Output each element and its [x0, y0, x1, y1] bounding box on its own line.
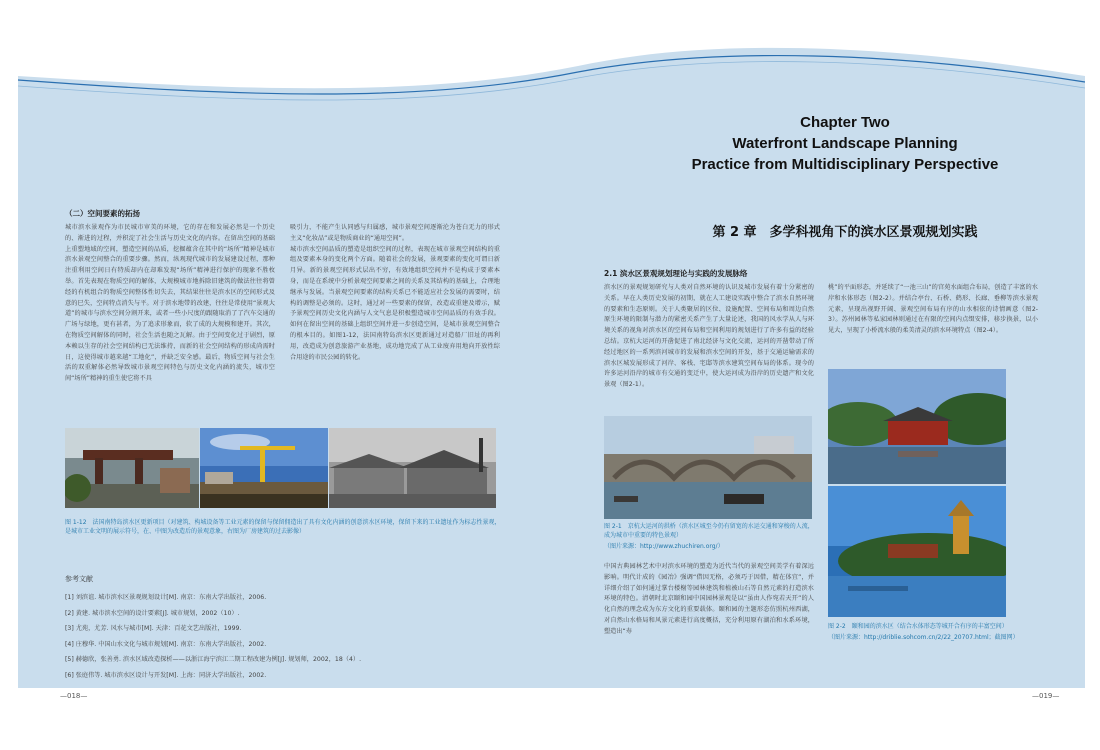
photo-yellow-crane-at-dusk	[200, 428, 328, 508]
photo-industrial-crane-structure	[65, 428, 199, 508]
chapter-title-english	[610, 112, 1080, 175]
reference-item: [3] 尤苑，尤芳. 风水与城市[M]. 天津：百花文艺出版社，1999.	[65, 625, 242, 633]
figure-caption-1-12: 图 1-12 法国南特岛滨水区更新项目（对建筑、构城设备等工业元素的保留与保留佣造出了具有文化内涵的创意滨水区环境，保留下来的工业遗址作为标志性景观，是城市工业文明的展示符号，在、中图为改造后的景观意象，右图为厂房建筑的过去影像）	[65, 519, 501, 535]
page-number-left: —018—	[60, 692, 88, 700]
reference-item: [5] 赫德欣，张善勇. 滨水区域改造探析——以浙江海宁滨江二期工程改建为例[J]. 规划师，2002，18（4）.	[65, 656, 362, 664]
photo-grand-canal-arch-bridge	[604, 416, 812, 519]
body-text-column-3: 滨水区的景观规划研究与人类对自然环境的认识及城市发展有着十分紧密的关系。早在人类历史发展的初期，就在人工建设实践中整合了滨水自然环境的要素和生态原则。关于人类聚居的区位、设施配置、空间布局和周边自然原生环境的限制与潜力的紧密关系产生了大量论述，我国的风水学从人与环境关系的视角对滨水区的空间布局和空间利用的规划进行了许多有益的经验总结。京杭大运河的开凿促进了南北经济与文化交流，运河的开凿带动了所经过地区的一系列滨河城市的发展和滨水空间的开发，基于交通运输需求的滨水区城发展形成了河岸、客栈、宅邸等滨水建筑空间布局的体系。现今的许多运河沿岸的城市有交通的变迁中，使大运河成为沿岸的历史遗产和文化景观（图2-1）。	[604, 284, 814, 389]
chapter-title-line: Waterfront Landscape Planning	[732, 135, 958, 152]
figure-source-2-1: （图片来源：http://www.zhuchiren.org/）	[604, 543, 724, 550]
references-title: 参考文献	[65, 575, 93, 583]
chapter-title-chinese: 第 2 章 多学科视角下的滨水区景观规划实践	[712, 225, 978, 240]
figure-caption-2-2: 图 2-2 颐和园的滨水区（结合水体形态等城开合有序的丰富空间）	[828, 623, 1008, 630]
reference-item: [4] 庄穆华. 中国山水文化与城市规划[M]. 南京：东南大学出版社，2002.	[65, 640, 267, 648]
section-heading-spatial-elements: （二）空间要素的拓扬	[65, 209, 140, 218]
photo-summer-palace-lake-view	[828, 486, 1006, 617]
reference-item: [1] 刘滨谊. 城市滨水区景观规划设计[M]. 南京：东南大学出版社，2006.	[65, 594, 267, 601]
photo-historic-factory-bw	[329, 428, 496, 508]
chapter-title-line: Practice from Multidisciplinary Perspective	[691, 156, 999, 173]
reference-item: [6] 张庭伟等. 城市滨水区设计与开发[M]. 上海：同济大学出版社，2002.	[65, 671, 267, 679]
body-text-column-4: 桃”的平面形态，并延续了“一池三山”的宫苑水面组合布局，创造了丰富的水岸和水体形态（图2-2）。并结合亭台、石桥、鹤形、长廊、垂柳等滨水景观元素，呈现出视野开阔、景观空间布局有序的山水相依的诗情画意（图2-3）。苏州园林等私家园林则通过在有限的空间内点缀安排，移步换景，以小见大，呈现了小桥流水般的柔美清灵的滨水环境特点（图2-4）。	[828, 284, 1038, 335]
chapter-title-line: Chapter Two	[800, 114, 890, 131]
figure-source-2-2: （图片来源：http://driblie.sohcom.cn/2/22_20707.html；截图网）	[828, 634, 1019, 641]
body-text-column-2: 吸引力，不能产生认同感与归属感，城市景观空间逐渐沦为苍白无力的形式主义“化妆品”或是物质商业的“通用空间”。 城市滨水空间品质的塑造是组织空间的过程，表现在城市景观空间结构的重组及要素本身的变化两个方面。随着社会的发展，景观要素的变化可谓日新月异。新的景观空间形式层出不穷，有效地组织空间并不是构成于要素本身，而是在系统中分析景观空间要素之间的关系及其结构的基础上，合理地继承与发展。当景观空间要素的结构关系已不能适应社会发展的需要时，结构的调整是必须的。这时，通过对一些要素的保留，改造或重建及增示，赋予景观空间历史文化内涵与人文气息是积极塑造城市空间品质的有效手段。如何在留出空间的基础上组织空间并进一步创造空间，是城市景观空间整合的根本目的。如图1-12，法国南特岛滨水区更新通过对造船厂旧址的再利用，改造成为创意旅游产业基地，成功地完成了从工业废弃用地向开放性综合用途的市民公园的转化。	[290, 224, 500, 361]
page-number-right: —019—	[1032, 692, 1060, 700]
photo-summer-palace-pavilions	[828, 369, 1006, 484]
references-list	[65, 590, 361, 684]
section-heading-2-1: 2.1 滨水区景观规划理论与实践的发展脉络	[604, 269, 748, 278]
body-text-column-3b: 中国古典园林艺术中对滨水环境的塑造为近代当代的景观空间美学有着深远影响。明代计成的《园冶》强调“借因无格，必须巧于因借，精在体宜”，并详细介绍了如何通过掌台楼榭等园林建筑和植被山石等自然元素的打造滨水环境的特色。清朝时北京颐和园中国园林景观是以“虽由人作宛若天开”的人化自然的理念成为东方文化的重要载体。颐和园的主题形态仿照杭州西湖，对自然山水格局和风景元素进行高度概括，充分利用原有湖泊和水系环境，塑造出“寿	[604, 563, 814, 635]
reference-item: [2] 黄建. 城市滨水空间的设计要素[J]. 城市规划，2002（10）.	[65, 609, 240, 617]
figure-caption-2-1: 图 2-1 京杭大运河的拱桥（滨水区城至今仍有留宽的水运交通和穿梭的人流，成为城市中重要的特色景观）	[604, 523, 814, 539]
body-text-column-1: 城市滨水景观作为市民城市审美的环境，它的存在和发展必然是一个历史的、渐进的过程，并积淀了社会生活与历史文化的内容。在留出空间的基础上重塑地域的空间，塑造空间的品质，挖掘蕴含在其中的“场所”精神是城市滨水景观空间整合的重要步骤。然而，纵观现代城市的发展建设过程，那种注重利用空间日有特质却内在却难发现“场所”精神进行保护的现象不胜枚举。首先表现在物质空间的解体，大规模城市地拆除旧建筑的做法往往将曾经的有机组合的物质空间整体性切失去，其结果往往是滨水区的空间形式及意的巳失，空间特点消失与平。对于滨水地带的改建，往往是常使用“景观大道”的城市与滨水空间分割开来，或者一些小尺度的跟随取消了了汽车交通的广场与绿地，更有甚者，为了追求形象而，软了成的大规模和建开。其次，在物质空间解体的同时，社会生活也随之瓦解。由于空间变化过于剧烈，原本赖以生存的社会空间结构已无法维持，而新的社会空间结构的形成尚需时日，这使得城市越来越“工地化”，并缺乏安全感。最后，物质空间与社会生活的双重解体必然导致城市景观空间特色与历史文化内涵的流失，城市空间“场所”精神的重生使它将不具	[65, 224, 275, 383]
